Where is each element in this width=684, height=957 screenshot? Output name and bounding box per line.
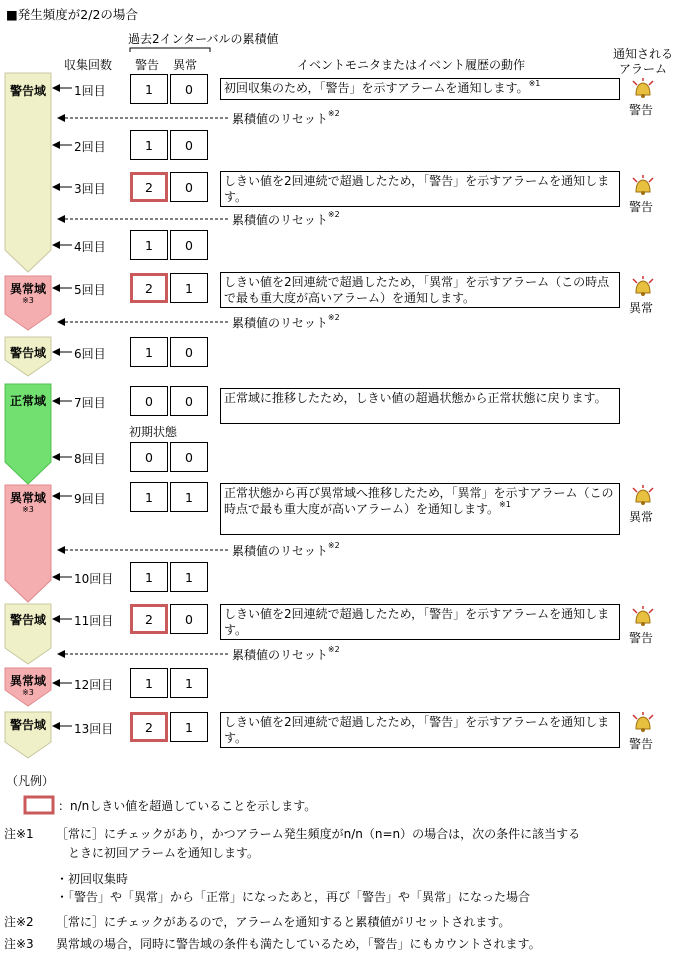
note-1-line-1: ［常に］にチェックがあり，かつアラーム発生頻度がn/n（n=n）の場合は，次の条件に該当する <box>56 827 581 841</box>
legend-desc: ：n/nしきい値を超過していることを示します。 <box>58 799 317 813</box>
error-count-1: 0 <box>170 74 208 104</box>
error-count-4: 0 <box>170 230 208 260</box>
row-label-9: 9回目 <box>74 492 106 506</box>
row-label-5: 5回目 <box>74 283 106 297</box>
message-11: しきい値を2回連続で超過したため，「警告」を示すアラームを通知します。 <box>220 604 620 640</box>
row-label-3: 3回目 <box>74 182 106 196</box>
zone-label-error-2: 異常域 <box>9 491 46 505</box>
error-count-8: 0 <box>170 442 208 472</box>
message-7: 正常域に推移したため，しきい値の超過状態から正常状態に戻ります。 <box>220 388 620 424</box>
row-label-11: 11回目 <box>74 614 114 628</box>
zone-label-warning-4: 警告域 <box>9 718 46 732</box>
error-count-7: 0 <box>170 386 208 416</box>
warning-count-1: 1 <box>130 74 168 104</box>
header-bracket <box>130 48 210 52</box>
row-label-2: 2回目 <box>74 140 106 154</box>
warning-count-3: 2 <box>130 172 168 202</box>
note-3-key: 注※3 <box>4 937 34 951</box>
reset-label-1: 累積値のリセット$^{※2}$ <box>232 109 340 126</box>
reset-label-3: 累積値のリセット$^{※2}$ <box>232 313 340 330</box>
action-header: イベントモニタまたはイベント履歴の動作 <box>297 58 526 72</box>
message-3: しきい値を2回連続で超過したため，「警告」を示すアラームを通知します。 <box>220 171 620 207</box>
row-arrows <box>53 88 72 726</box>
alarm-label-9: 異常 <box>629 510 654 524</box>
error-count-6: 0 <box>170 337 208 367</box>
error-header: 異常 <box>173 58 198 72</box>
warning-count-12: 1 <box>130 668 168 698</box>
row-label-10: 10回目 <box>74 572 114 586</box>
note-3-line: 異常域の場合，同時に警告域の条件も満たしているため，「警告」にもカウントされます。 <box>56 937 541 951</box>
warning-count-6: 1 <box>130 337 168 367</box>
error-count-13: 1 <box>170 712 208 742</box>
row-label-1: 1回目 <box>74 84 106 98</box>
warning-count-13: 2 <box>130 712 168 742</box>
alarm-header: 通知される アラーム <box>613 47 674 76</box>
zone-label-error-3: 異常域 <box>9 674 46 688</box>
zone-note-1: ※3 <box>22 296 34 305</box>
zone-label-warning-1: 警告域 <box>9 84 46 98</box>
zone-warning-1 <box>5 73 51 272</box>
error-count-5: 1 <box>170 273 208 303</box>
note-1-sub-1: ・初回収集時 <box>56 872 129 886</box>
zone-label-warning-3: 警告域 <box>9 613 46 627</box>
alarm-label-1: 警告 <box>629 103 654 117</box>
warning-count-4: 1 <box>130 230 168 260</box>
alarm-label-11: 警告 <box>629 631 654 645</box>
warning-header: 警告 <box>135 58 160 72</box>
row-label-12: 12回目 <box>74 678 114 692</box>
error-count-2: 0 <box>170 130 208 160</box>
error-count-10: 1 <box>170 562 208 592</box>
error-count-9: 1 <box>170 482 208 512</box>
row-label-6: 6回目 <box>74 347 106 361</box>
message-9: 正常状態から再び異常域へ推移したため，「異常」を示すアラーム（この時点で最も重大度が高いアラーム）を通知します。$^{※1}$ <box>220 483 620 535</box>
error-count-3: 0 <box>170 172 208 202</box>
row-label-8: 8回目 <box>74 452 106 466</box>
warning-count-2: 1 <box>130 130 168 160</box>
note-1-sub-2: ・「警告」や「異常」から「正常」になったあと，再び「警告」や「異常」になった場合 <box>56 890 531 904</box>
zone-note-3: ※3 <box>22 688 34 697</box>
zone-label-warning-2: 警告域 <box>9 346 46 360</box>
warning-count-7: 0 <box>130 386 168 416</box>
count-header: 収集回数 <box>64 58 113 72</box>
legend-swatch <box>25 797 53 813</box>
note-2-line: ［常に］にチェックがあるので，アラームを通知すると累積値がリセットされます。 <box>56 915 511 929</box>
legend-title: （凡例） <box>6 774 55 788</box>
zone-label-error-1: 異常域 <box>9 282 46 296</box>
warning-count-11: 2 <box>130 604 168 634</box>
message-5: しきい値を2回連続で超過したため，「異常」を示すアラーム（この時点で最も重大度が高いアラーム）を通知します。 <box>220 272 620 308</box>
warning-count-10: 1 <box>130 562 168 592</box>
message-13: しきい値を2回連続で超過したため，「警告」を示すアラームを通知します。 <box>220 712 620 748</box>
row-label-7: 7回目 <box>74 396 106 410</box>
row-label-13: 13回目 <box>74 722 114 736</box>
cumulative-header: 過去2インターバルの累積値 <box>128 32 279 46</box>
initial-state-label: 初期状態 <box>129 425 178 439</box>
error-count-12: 1 <box>170 668 208 698</box>
note-1-line-2: ときに初回アラームを通知します。 <box>56 846 260 860</box>
zone-note-2: ※3 <box>22 505 34 514</box>
reset-label-5: 累積値のリセット$^{※2}$ <box>232 645 340 662</box>
warning-count-8: 0 <box>130 442 168 472</box>
alarm-label-3: 警告 <box>629 200 654 214</box>
reset-label-2: 累積値のリセット$^{※2}$ <box>232 210 340 227</box>
alarm-label-5: 異常 <box>629 301 654 315</box>
alarm-label-13: 警告 <box>629 737 654 751</box>
warning-count-9: 1 <box>130 482 168 512</box>
error-count-11: 0 <box>170 604 208 634</box>
message-1: 初回収集のため，「警告」を示すアラームを通知します。$^{※1}$ <box>220 78 620 100</box>
row-label-4: 4回目 <box>74 240 106 254</box>
reset-label-4: 累積値のリセット$^{※2}$ <box>232 541 340 558</box>
warning-count-5: 2 <box>130 273 168 303</box>
note-2-key: 注※2 <box>4 915 34 929</box>
zone-label-normal: 正常域 <box>9 394 46 408</box>
page-title: ■発生頻度が2/2の場合 <box>6 7 138 22</box>
note-1-key: 注※1 <box>4 827 34 841</box>
